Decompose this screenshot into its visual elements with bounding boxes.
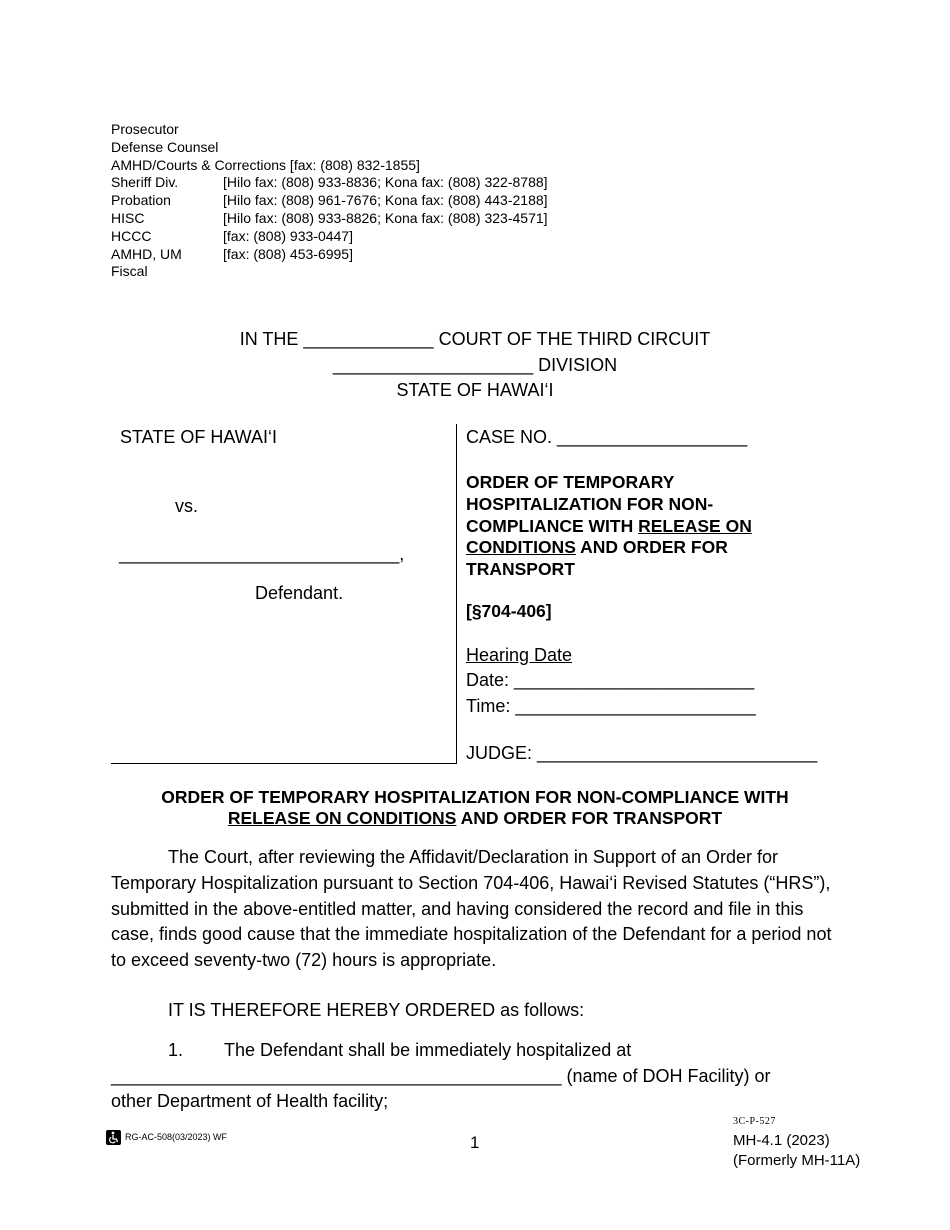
ordered-statement: IT IS THEREFORE HEREBY ORDERED as follows: (168, 1000, 585, 1020)
hearing-time-line: Time: ________________________ (466, 696, 756, 716)
distribution-row (111, 263, 548, 281)
form-code: RG-AC-508(03/2023) WF (125, 1132, 228, 1142)
distribution-row (111, 228, 548, 246)
facility-other-line: other Department of Health facility; (111, 1091, 389, 1111)
distribution-fax: [Hilo fax: (808) 961-7676; Kona fax: (808) 443-2188] (223, 192, 548, 209)
accessibility-icon (106, 1130, 121, 1145)
reference-code: 3C-P-527 (733, 1116, 776, 1127)
caption-title (466, 472, 796, 581)
facility-name-line: _____________________________________________ (name of DOH Facility) or (111, 1066, 771, 1086)
distribution-label: Fiscal (111, 263, 148, 280)
caption-title-underlined: RELEASE ON CONDITIONS (466, 515, 752, 558)
distribution-fax: [fax: (808) 933-0447] (223, 227, 353, 244)
distribution-row (111, 157, 548, 175)
hearing-date-heading: Hearing Date (466, 645, 573, 665)
distribution-label: HCCC (111, 227, 152, 244)
caption-title-text: ORDER OF TEMPORARY HOSPITALIZATION FOR NON-COMPLIANCE WITH (466, 472, 714, 536)
order-heading-underlined: RELEASE ON CONDITIONS (227, 808, 457, 828)
state-line: STATE OF HAWAI‘I (396, 380, 554, 400)
distribution-fax: [Hilo fax: (808) 933-8826; Kona fax: (808) 323-4571] (223, 209, 548, 226)
distribution-label: AMHD, UM (111, 245, 182, 262)
distribution-label: HISC (111, 209, 145, 226)
distribution-label: Defense Counsel (111, 138, 219, 155)
versus-label: vs. (175, 496, 199, 516)
order-heading-line1: ORDER OF TEMPORARY HOSPITALIZATION FOR NON-COMPLIANCE WITH (161, 787, 789, 807)
order-heading (111, 787, 839, 829)
caption-title-text: AND ORDER FOR TRANSPORT (466, 537, 728, 580)
distribution-row (111, 139, 548, 157)
distribution-row (111, 121, 548, 139)
defendant-name-line: ____________________________, (119, 544, 405, 564)
distribution-row (111, 192, 548, 210)
findings-paragraph: The Court, after reviewing the Affidavit/Declaration in Support of an Order for Temporary Hospitalization pursuant to Section 704-406, Hawai‘i Revised Statutes (“HRS”), submitted in the above-entitled matter, and having considered the record and file in this case, finds good cause that the immediate hospitalization of the Defendant for a period not to exceed seventy-two (72) hours is appropriate. (111, 847, 832, 971)
defendant-label: Defendant. (255, 583, 344, 603)
court-line: IN THE _____________ COURT OF THE THIRD CIRCUIT (239, 329, 711, 349)
case-number-line: CASE NO. ___________________ (466, 427, 748, 447)
distribution-label: Probation (111, 192, 171, 209)
distribution-row (111, 210, 548, 228)
court-heading (0, 327, 950, 404)
distribution-list (111, 121, 548, 281)
page-number: 1 (470, 1133, 480, 1152)
distribution-row (111, 174, 548, 192)
form-number: MH-4.1 (2023) (733, 1132, 830, 1149)
distribution-label: Prosecutor (111, 121, 179, 137)
distribution-row (111, 246, 548, 264)
hearing-date-line: Date: ________________________ (466, 670, 755, 690)
distribution-label: Sheriff Div. (111, 174, 179, 191)
former-form-number: (Formerly MH-11A) (733, 1152, 861, 1169)
distribution-label: AMHD/Courts & Corrections [fax: (808) 832-1855] (111, 156, 420, 173)
distribution-fax: [Hilo fax: (808) 933-8836; Kona fax: (808) 322-8788] (223, 174, 548, 191)
statute-reference: [§704-406] (466, 601, 552, 621)
judge-line: JUDGE: ____________________________ (466, 743, 818, 763)
plaintiff-name: STATE OF HAWAI‘I (120, 427, 277, 447)
division-line: ____________________ DIVISION (332, 354, 618, 375)
distribution-fax: [fax: (808) 453-6995] (223, 245, 353, 262)
item-number: 1. (168, 1040, 184, 1060)
wheelchair-icon (106, 1130, 121, 1145)
order-heading-line2 (111, 808, 839, 829)
item-text: The Defendant shall be immediately hospitalized at (224, 1040, 632, 1060)
order-heading-text: AND ORDER FOR TRANSPORT (456, 808, 723, 828)
